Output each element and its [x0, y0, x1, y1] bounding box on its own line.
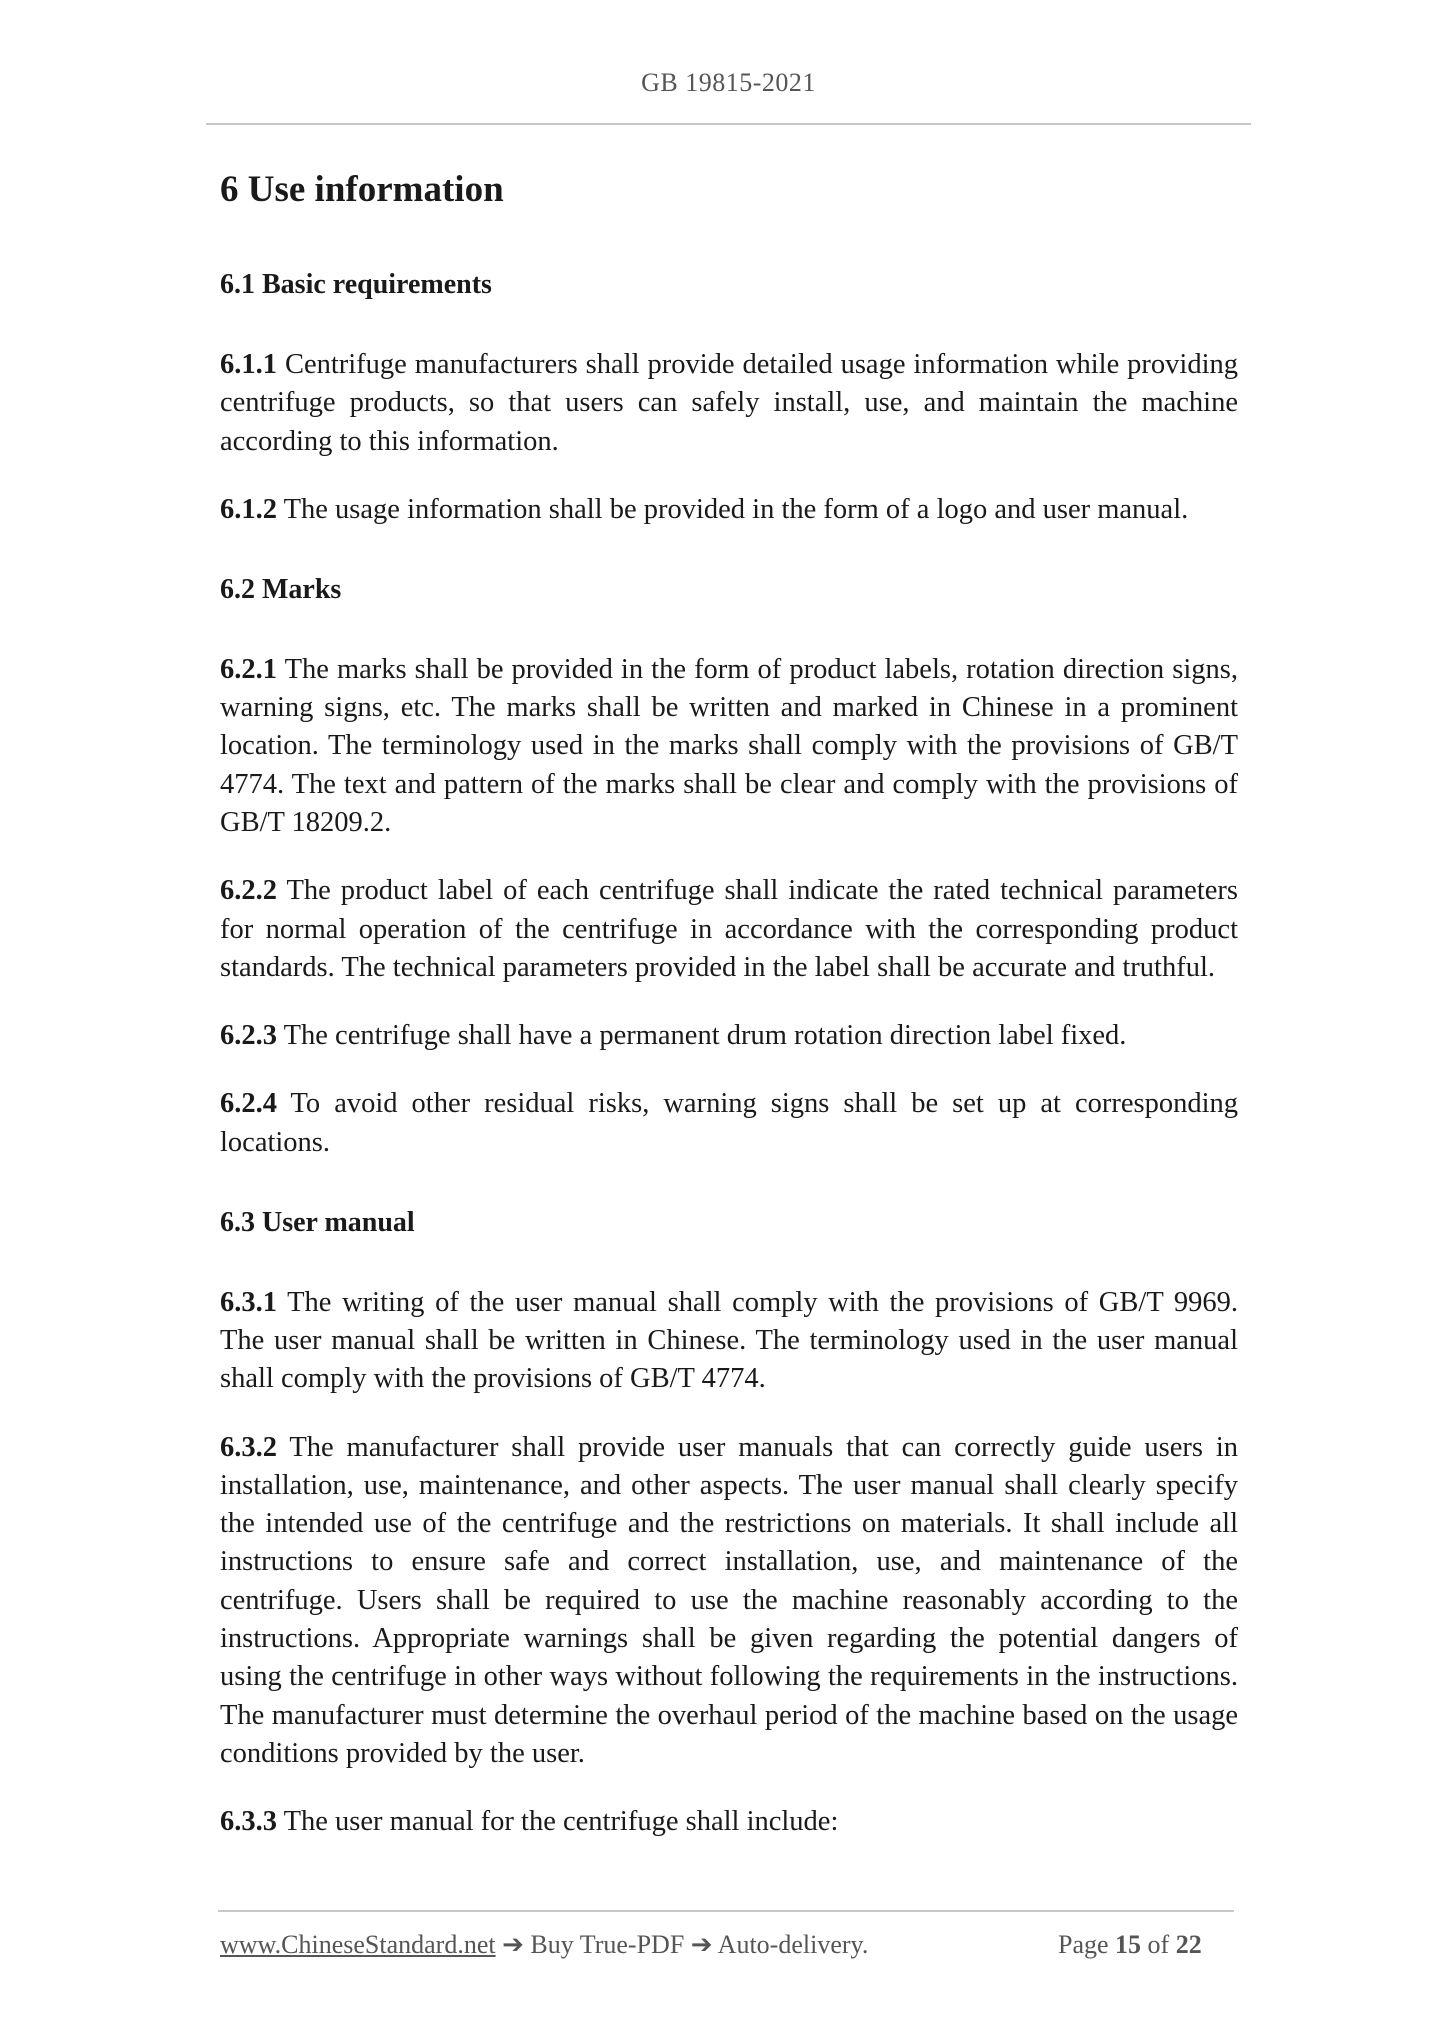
subsection-heading-6-2: 6.2 Marks [220, 574, 342, 606]
clause-6-2-1 [220, 651, 1238, 842]
running-header: GB 19815-2021 [641, 68, 816, 97]
clause-number: 6.3.3 [220, 1806, 277, 1838]
clause-6-2-4 [220, 1085, 1238, 1162]
clause-text: To avoid other residual risks, warning signs shall be set up at corresponding locations. [220, 1088, 1238, 1158]
clause-6-1-1 [220, 346, 1238, 461]
site-link[interactable]: www.ChineseStandard.net [220, 1930, 496, 1959]
footer-promo [220, 1930, 868, 1960]
clause-text: The manufacturer shall provide user manuals that can correctly guide users in installation, use, maintenance, and other aspects. The user manual shall clearly specify the intended use of the centrifuge and the restrictions on materials. It shall include all instructions to ensure safe and correct installation, use, and maintenance of the centrifuge. Users shall be required to use the machine reasonably according to the instructions. Appropriate warnings shall be given regarding the potential dangers of using the centrifuge in other ways without following the requirements in the instructions. The manufacturer must determine the overhaul period of the machine based on the usage conditions provided by the user. [220, 1431, 1238, 1769]
total-pages: 22 [1175, 1930, 1202, 1959]
clause-text: Centrifuge manufacturers shall provide detailed usage information while providing centrifuge products, so that users can safely install, use, and maintain the machine according to this information. [220, 348, 1238, 457]
clause-number: 6.3.2 [220, 1431, 277, 1463]
clause-6-2-3 [220, 1017, 1238, 1055]
clause-6-3-1 [220, 1284, 1238, 1399]
delivery-text: Auto-delivery. [717, 1930, 869, 1959]
clause-text: The writing of the user manual shall comply with the provisions of GB/T 9969. The user manual shall be written in Chinese. The terminology used in the user manual shall comply with the provisions of GB/T 4774. [220, 1286, 1238, 1395]
clause-number: 6.2.1 [220, 653, 277, 685]
subsection-heading-6-1: 6.1 Basic requirements [220, 269, 492, 301]
page-number: 15 [1115, 1930, 1142, 1959]
page-label: Page [1058, 1930, 1109, 1959]
buy-text: Buy True-PDF [530, 1930, 685, 1959]
clause-number: 6.2.2 [220, 875, 277, 907]
clause-number: 6.2.4 [220, 1088, 277, 1120]
clause-text: The product label of each centrifuge shall indicate the rated technical parameters for normal operation of the centrifuge in accordance with the corresponding product standards. The technical parameters provided in the label shall be accurate and truthful. [220, 875, 1238, 983]
section-title: 6 Use information [220, 169, 504, 210]
clause-text: The marks shall be provided in the form of product labels, rotation direction signs, warning signs, etc. The marks shall be written and marked in Chinese in a prominent location. The terminology used in the marks shall comply with the provisions of GB/T 4774. The text and pattern of the marks shall be clear and comply with the provisions of GB/T 18209.2. [220, 653, 1238, 838]
footer-divider [218, 1910, 1234, 1912]
clause-number: 6.2.3 [220, 1020, 277, 1052]
clause-number: 6.1.2 [220, 493, 277, 525]
header-divider [206, 123, 1251, 125]
clause-text: The centrifuge shall have a permanent drum rotation direction label fixed. [283, 1020, 1127, 1052]
subsection-heading-6-3: 6.3 User manual [220, 1207, 415, 1239]
page-body [220, 168, 1238, 1871]
clause-6-3-3 [220, 1803, 1238, 1841]
page-indicator [1058, 1930, 1202, 1960]
clause-text: The user manual for the centrifuge shall include: [283, 1806, 839, 1838]
arrow-right-icon: ➔ [502, 1930, 524, 1959]
clause-6-3-2 [220, 1429, 1238, 1774]
clause-6-2-2 [220, 872, 1238, 987]
arrow-right-icon: ➔ [690, 1930, 713, 1959]
clause-number: 6.3.1 [220, 1286, 277, 1318]
of-label: of [1147, 1930, 1170, 1959]
clause-number: 6.1.1 [220, 348, 277, 380]
clause-6-1-2 [220, 491, 1238, 529]
clause-text: The usage information shall be provided in the form of a logo and user manual. [283, 493, 1189, 525]
